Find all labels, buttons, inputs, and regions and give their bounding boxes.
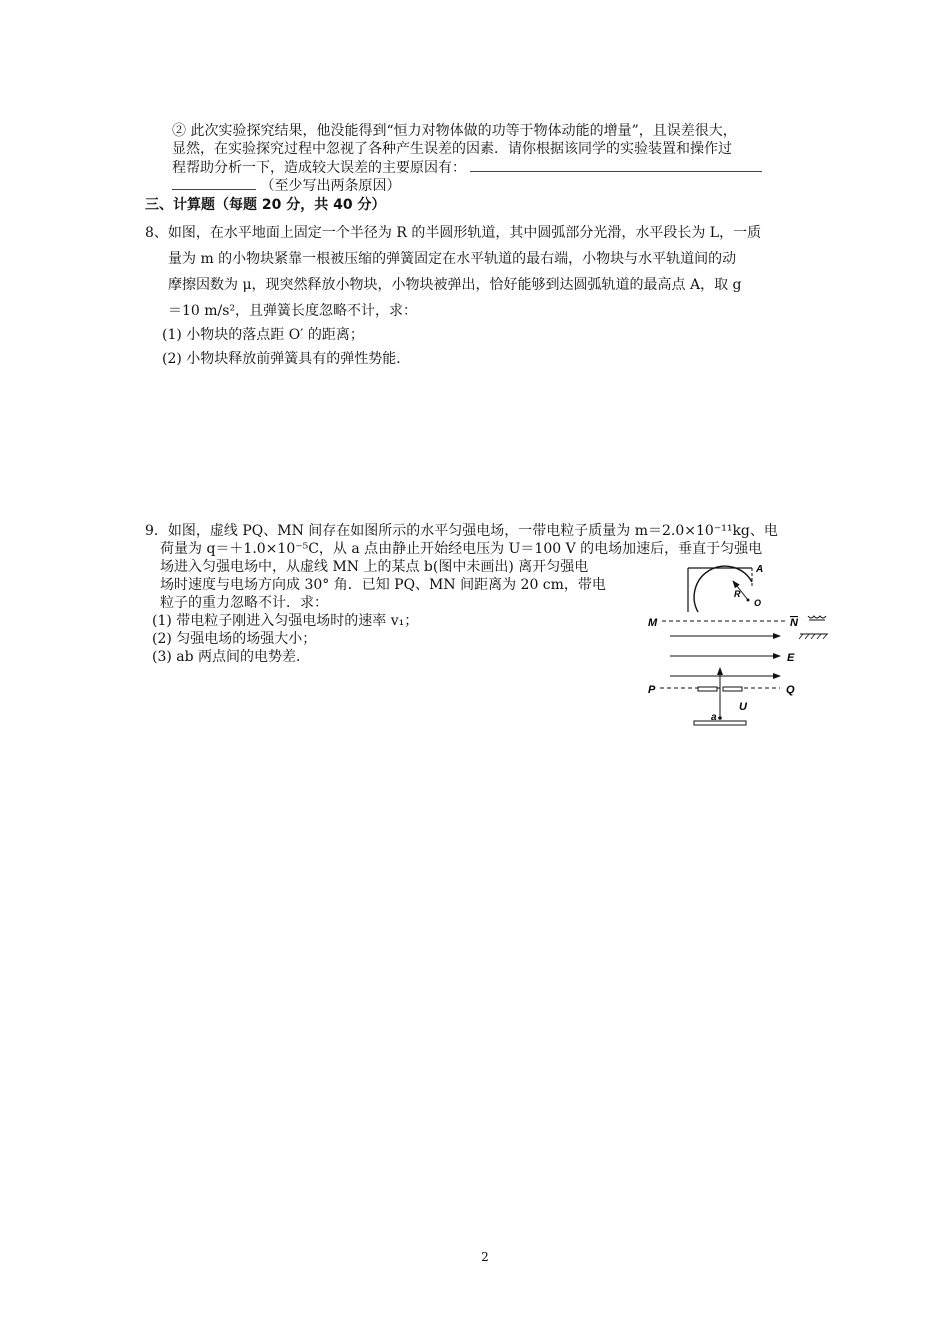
lower-plate: [694, 721, 746, 725]
label-Q: Q: [786, 684, 795, 696]
label-R: R: [734, 589, 741, 599]
q8-line-2: 量为 m 的小物块紧靠一根被压缩的弹簧固定在水平轨道的最右端，小物块与水平轨道间的动: [168, 251, 737, 267]
q7-line-3-text: 程帮助分析一下，造成较大误差的主要原因有：: [172, 160, 466, 176]
point-a: [718, 716, 722, 720]
label-U: U: [739, 701, 747, 713]
upper-plate-right: [723, 687, 742, 691]
q7-line-3: [172, 158, 762, 177]
label-N: N: [790, 617, 798, 629]
section-3-title: 三、计算题（每题 20 分，共 40 分）: [145, 197, 386, 213]
q7-line-1: ② 此次实验探究结果，他没能得到“恒力对物体做的功等于物体动能的增量”，且误差很大，: [172, 123, 737, 139]
spring-wall: [799, 616, 828, 639]
q9-sub-2: (2) 匀强电场的场强大小；: [152, 631, 317, 647]
physics-figure: [640, 560, 830, 730]
page-number: 2: [481, 1250, 489, 1264]
label-P: P: [648, 684, 656, 696]
q9-line-1: 9．如图，虚线 PQ、MN 间存在如图所示的水平匀强电场，一带电粒子质量为 m＝2.0×10⁻¹¹kg、电: [145, 523, 778, 539]
q9-line-3: 场进入匀强电场中，从虚线 MN 上的某点 b(图中未画出) 离开匀强电: [160, 559, 589, 575]
semicircle-track: [688, 566, 752, 612]
q8-sub-2: (2) 小物块释放前弹簧具有的弹性势能．: [162, 351, 411, 367]
q8-line-4: ＝10 m/s²，且弹簧长度忽略不计，求：: [168, 303, 418, 319]
q9-sub-1: (1) 带电粒子刚进入匀强电场时的速率 v₁；: [152, 613, 419, 629]
q8-line-1: 8、如图，在水平地面上固定一个半径为 R 的半圆形轨道，其中圆弧部分光滑，水平段长为 L，一质: [145, 225, 762, 241]
answer-blank-2[interactable]: [172, 176, 256, 190]
q9-line-4: 场时速度与电场方向成 30° 角．已知 PQ、MN 间距离为 20 cm，带电: [160, 577, 606, 593]
label-E: E: [787, 652, 795, 664]
label-A: A: [756, 564, 764, 575]
answer-blank-1[interactable]: [470, 158, 762, 172]
label-M: M: [648, 617, 658, 629]
q9-sub-3: (3) ab 两点间的电势差．: [152, 649, 311, 665]
upper-plate-left: [698, 687, 717, 691]
q8-line-3: 摩擦因数为 μ，现突然释放小物块，小物块被弹出，恰好能够到达圆弧轨道的最高点 A，取 g: [168, 277, 742, 293]
q9-line-5: 粒子的重力忽略不计．求：: [160, 595, 328, 611]
label-a: a: [711, 712, 717, 723]
q7-line-4: [172, 176, 400, 195]
q9-line-2: 荷量为 q＝＋1.0×10⁻⁵C，从 a 点由静止开始经电压为 U＝100 V 的电场加速后，垂直于匀强电: [160, 541, 763, 557]
q7-line-4-text: （至少写出两条原因）: [260, 178, 401, 194]
label-O: O: [754, 598, 762, 608]
q8-sub-1: (1) 小物块的落点距 O′ 的距离；: [162, 327, 364, 343]
q7-line-2: 显然，在实验探究过程中忽视了各种产生误差的因素．请你根据该同学的实验装置和操作过: [172, 141, 732, 157]
